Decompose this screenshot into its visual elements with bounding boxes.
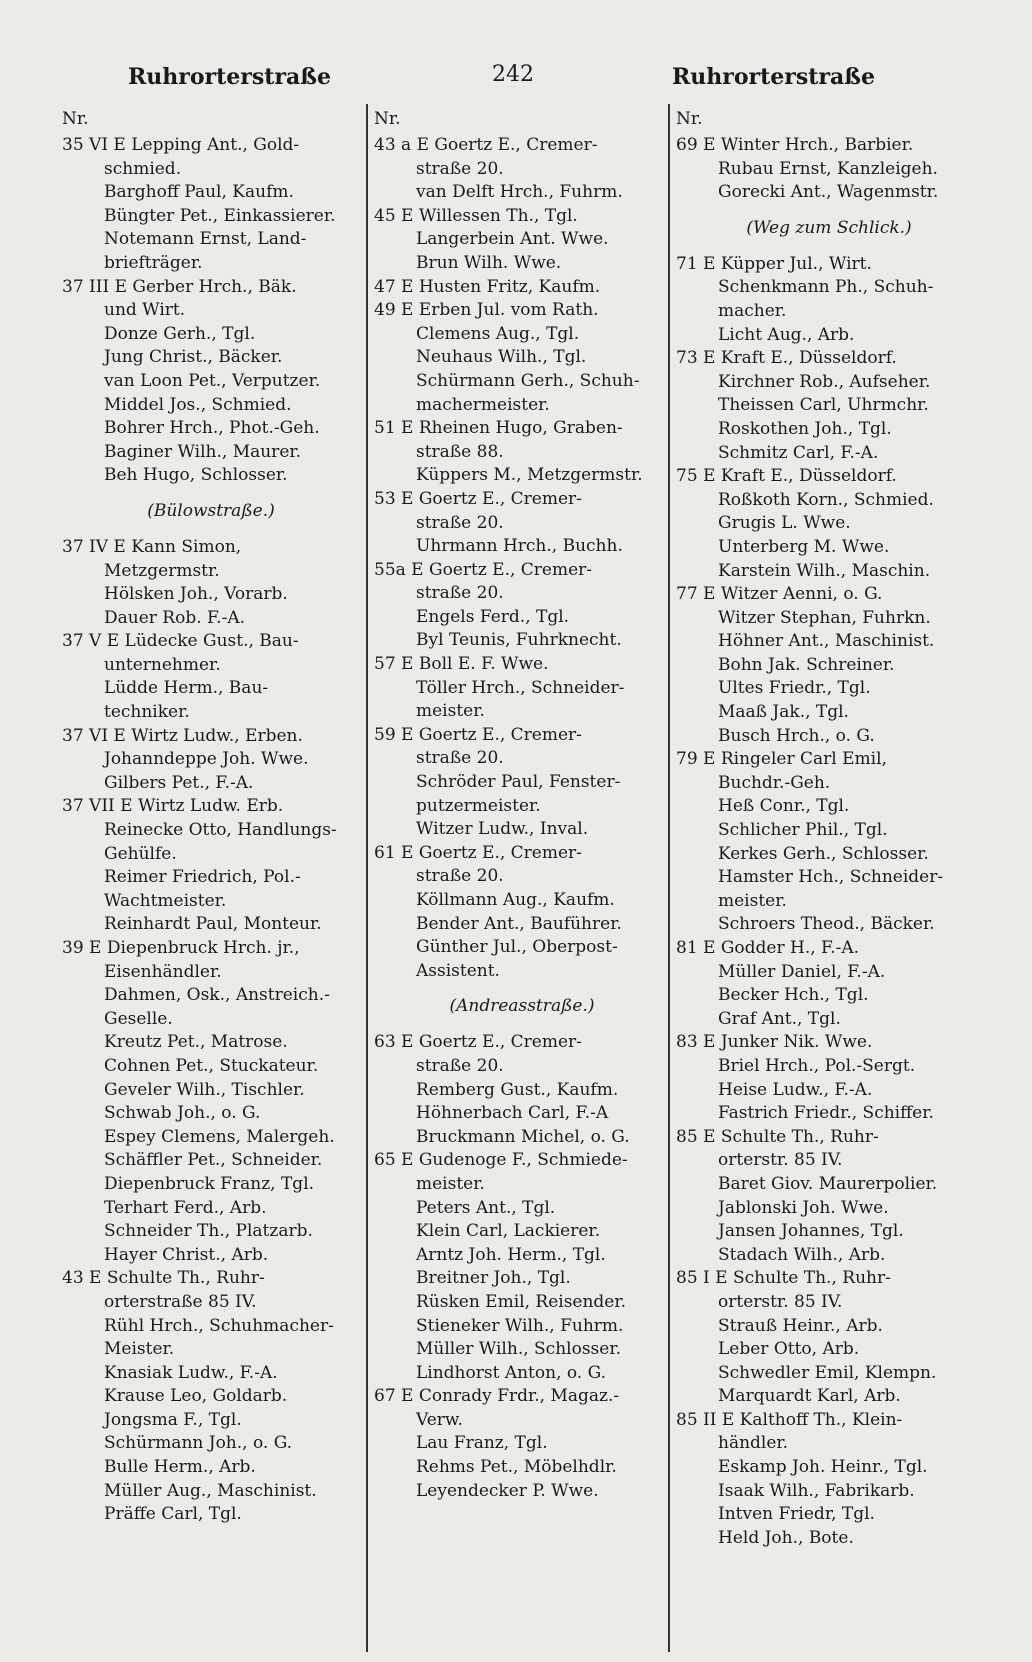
directory-entry: Schmitz Carl, F.-A.: [718, 442, 879, 463]
directory-entry: Gilbers Pet., F.-A.: [104, 772, 254, 793]
street-crossing-label: (Weg zum Schlick.): [746, 217, 912, 238]
directory-entry: Hayer Christ., Arb.: [104, 1244, 269, 1265]
directory-entry: Heß Conr., Tgl.: [718, 796, 850, 817]
directory-entry: Baret Giov. Maurerpolier.: [718, 1173, 938, 1194]
directory-entry: Köllmann Aug., Kaufm.: [416, 890, 615, 910]
directory-entry: straße 88.: [416, 441, 504, 462]
directory-entry: Bulle Herm., Arb.: [104, 1457, 256, 1478]
running-title-left: Ruhrorterstraße: [128, 64, 331, 90]
directory-entry: Karstein Wilh., Maschin.: [718, 560, 931, 581]
directory-entry: 39 E Diepenbruck Hrch. jr.,: [62, 938, 300, 958]
directory-entry: Schroers Theod., Bäcker.: [718, 914, 935, 935]
directory-entry: Barghoff Paul, Kaufm.: [104, 182, 294, 203]
directory-entry: Isaak Wilh., Fabrikarb.: [718, 1480, 915, 1501]
directory-entry: 73 E Kraft E., Düsseldorf.: [676, 348, 897, 369]
directory-entry: Küppers M., Metzgermstr.: [416, 465, 643, 486]
directory-entry: Rubau Ernst, Kanzleigeh.: [718, 158, 938, 179]
directory-entry: techniker.: [104, 702, 190, 723]
directory-entry: putzermeister.: [416, 795, 541, 816]
directory-entry: Breitner Joh., Tgl.: [416, 1268, 571, 1289]
directory-entry: 49 E Erben Jul. vom Rath.: [374, 300, 599, 321]
entry-list: [374, 134, 670, 1503]
directory-entry: Ultes Friedr., Tgl.: [718, 678, 871, 699]
directory-entry: 85 I E Schulte Th., Ruhr-: [676, 1268, 891, 1289]
directory-entry: orterstr. 85 IV.: [718, 1150, 843, 1171]
directory-entry: 43 E Schulte Th., Ruhr-: [62, 1268, 265, 1289]
directory-entry: Middel Jos., Schmied.: [104, 394, 292, 415]
directory-entry: Baginer Wilh., Maurer.: [104, 441, 302, 462]
directory-entry: van Loon Pet., Verputzer.: [104, 370, 321, 391]
directory-entry: macher.: [718, 300, 787, 321]
directory-entry: Terhart Ferd., Arb.: [104, 1197, 267, 1218]
directory-entry: Uhrmann Hrch., Buchh.: [416, 536, 623, 557]
directory-entry: Bohn Jak. Schreiner.: [718, 654, 895, 675]
column-label: Nr.: [676, 109, 703, 129]
directory-entry: Schwab Joh., o. G.: [104, 1103, 261, 1124]
directory-entry: 81 E Godder H., F.-A.: [676, 938, 860, 958]
directory-entry: Reinhardt Paul, Monteur.: [104, 914, 322, 935]
directory-entry: Schenkmann Ph., Schuh-: [718, 277, 934, 298]
directory-entry: 61 E Goertz E., Cremer-: [374, 842, 582, 863]
directory-entry: Strauß Heinr., Arb.: [718, 1315, 883, 1336]
directory-entry: Schwedler Emil, Klempn.: [718, 1362, 937, 1383]
directory-entry: Witzer Ludw., Inval.: [416, 819, 589, 840]
directory-entry: Neuhaus Wilh., Tgl.: [416, 347, 587, 368]
directory-entry: orterstr. 85 IV.: [718, 1291, 843, 1312]
directory-entry: 45 E Willessen Th., Tgl.: [374, 205, 578, 226]
directory-entry: Dauer Rob. F.-A.: [104, 607, 246, 628]
directory-entry: Gorecki Ant., Wagenmstr.: [718, 182, 939, 203]
directory-entry: 37 V E Lüdecke Gust., Bau-: [62, 631, 299, 652]
directory-entry: Langerbein Ant. Wwe.: [416, 229, 609, 250]
directory-entry: Dahmen, Osk., Anstreich.-: [104, 985, 330, 1006]
directory-entry: schmied.: [104, 158, 182, 179]
directory-entry: straße 20.: [416, 866, 504, 887]
directory-entry: straße 20.: [416, 583, 504, 604]
directory-entry: 55a E Goertz E., Cremer-: [374, 559, 593, 580]
directory-entry: Eskamp Joh. Heinr., Tgl.: [718, 1457, 928, 1478]
directory-entry: straße 20.: [416, 158, 504, 179]
column-1: [62, 104, 360, 1652]
directory-entry: 59 E Goertz E., Cremer-: [374, 724, 582, 745]
directory-entry: 37 IV E Kann Simon,: [62, 536, 242, 557]
directory-entry: 79 E Ringeler Carl Emil,: [676, 749, 887, 770]
directory-entry: Leyendecker P. Wwe.: [416, 1480, 599, 1501]
directory-entry: meister.: [416, 701, 485, 722]
directory-entry: Unterberg M. Wwe.: [718, 536, 890, 557]
directory-entry: Kreutz Pet., Matrose.: [104, 1032, 288, 1053]
street-crossing-label: (Bülowstraße.): [147, 500, 275, 521]
directory-entry: 57 E Boll E. F. Wwe.: [374, 654, 549, 675]
directory-entry: Donze Gerh., Tgl.: [104, 323, 256, 344]
page-number: 242: [492, 62, 534, 87]
directory-entry: Witzer Stephan, Fuhrkn.: [718, 607, 931, 628]
directory-entry: Jablonski Joh. Wwe.: [718, 1197, 889, 1218]
directory-entry: Buchdr.-Geh.: [718, 772, 831, 793]
directory-entry: Bruckmann Michel, o. G.: [416, 1126, 630, 1147]
directory-entry: Meister.: [104, 1339, 175, 1360]
directory-entry: Bender Ant., Bauführer.: [416, 913, 622, 934]
directory-entry: Roskothen Joh., Tgl.: [718, 418, 892, 439]
directory-entry: straße 20.: [416, 748, 504, 769]
directory-entry: unternehmer.: [104, 654, 221, 675]
entry-list: [676, 134, 982, 1550]
directory-entry: händler.: [718, 1433, 789, 1454]
directory-entry: 67 E Conrady Frdr., Magaz.-: [374, 1386, 620, 1407]
directory-entry: Stadach Wilh., Arb.: [718, 1244, 886, 1265]
directory-entry: Bohrer Hrch., Phot.-Geh.: [104, 418, 320, 439]
directory-entry: Diepenbruck Franz, Tgl.: [104, 1173, 315, 1194]
directory-entry: Kirchner Rob., Aufseher.: [718, 371, 931, 392]
directory-entry: Schäffler Pet., Schneider.: [104, 1150, 323, 1171]
directory-entry: 63 E Goertz E., Cremer-: [374, 1032, 582, 1053]
directory-entry: Hölsken Joh., Vorarb.: [104, 584, 288, 605]
directory-entry: Busch Hrch., o. G.: [718, 725, 875, 746]
directory-entry: Gehülfe.: [104, 843, 177, 864]
directory-entry: Schröder Paul, Fenster-: [416, 772, 621, 793]
directory-entry: 85 E Schulte Th., Ruhr-: [676, 1126, 879, 1147]
directory-entry: Maaß Jak., Tgl.: [718, 702, 849, 723]
directory-entry: Töller Hrch., Schneider-: [416, 677, 625, 698]
directory-entry: Kerkes Gerh., Schlosser.: [718, 843, 929, 864]
directory-entry: 53 E Goertz E., Cremer-: [374, 488, 582, 509]
directory-entry: 35 VI E Lepping Ant., Gold-: [62, 135, 300, 155]
directory-entry: machermeister.: [416, 394, 550, 415]
directory-entry: Intven Friedr, Tgl.: [718, 1504, 875, 1525]
directory-entry: Roßkoth Korn., Schmied.: [718, 489, 934, 510]
directory-entry: 47 E Husten Fritz, Kaufm.: [374, 276, 601, 297]
directory-entry: Clemens Aug., Tgl.: [416, 323, 580, 344]
directory-entry: Schürmann Joh., o. G.: [104, 1433, 293, 1454]
directory-entry: straße 20.: [416, 1055, 504, 1076]
directory-entry: Fastrich Friedr., Schiffer.: [718, 1103, 934, 1124]
directory-entry: Reinecke Otto, Handlungs-: [104, 820, 337, 841]
directory-entry: Verw.: [416, 1409, 463, 1430]
directory-entry: Rehms Pet., Möbelhdlr.: [416, 1457, 617, 1478]
directory-entry: Krause Leo, Goldarb.: [104, 1386, 288, 1407]
directory-entry: Geselle.: [104, 1008, 173, 1029]
directory-entry: Schneider Th., Platzarb.: [104, 1221, 313, 1242]
directory-entry: Assistent.: [416, 960, 500, 981]
directory-entry: 37 III E Gerber Hrch., Bäk.: [62, 276, 297, 297]
directory-entry: Engels Ferd., Tgl.: [416, 606, 570, 627]
directory-entry: Brun Wilh. Wwe.: [416, 252, 562, 273]
directory-entry: Müller Aug., Maschinist.: [104, 1480, 317, 1501]
directory-entry: Geveler Wilh., Tischler.: [104, 1079, 305, 1100]
directory-entry: Reimer Friedrich, Pol.-: [104, 867, 301, 888]
directory-entry: Lau Franz, Tgl.: [416, 1433, 548, 1454]
directory-entry: straße 20.: [416, 512, 504, 533]
directory-entry: 77 E Witzer Aenni, o. G.: [676, 584, 883, 605]
directory-entry: Beh Hugo, Schlosser.: [104, 465, 288, 486]
directory-entry: Eisenhändler.: [104, 961, 222, 982]
directory-entry: Briel Hrch., Pol.-Sergt.: [718, 1055, 916, 1076]
directory-entry: Jung Christ., Bäcker.: [104, 347, 283, 368]
directory-entry: Johanndeppe Joh. Wwe.: [104, 749, 309, 770]
directory-entry: Arntz Joh. Herm., Tgl.: [416, 1244, 606, 1265]
directory-entry: Marquardt Karl, Arb.: [718, 1386, 901, 1407]
column-2: [366, 104, 670, 1652]
directory-entry: Becker Hch., Tgl.: [718, 985, 869, 1006]
directory-entry: 83 E Junker Nik. Wwe.: [676, 1032, 873, 1053]
directory-entry: Espey Clemens, Malergeh.: [104, 1126, 335, 1147]
directory-entry: Schlicher Phil., Tgl.: [718, 820, 888, 841]
directory-entry: Müller Wilh., Schlosser.: [416, 1339, 621, 1360]
directory-entry: Theissen Carl, Uhrmchr.: [718, 395, 929, 416]
directory-entry: Präffe Carl, Tgl.: [104, 1504, 242, 1525]
directory-entry: Rühl Hrch., Schuhmacher-: [104, 1315, 334, 1336]
directory-entry: Jansen Johannes, Tgl.: [718, 1221, 904, 1242]
column-3: [668, 104, 982, 1652]
directory-entry: 43 a E Goertz E., Cremer-: [374, 135, 598, 155]
directory-entry: Licht Aug., Arb.: [718, 324, 855, 345]
directory-entry: Wachtmeister.: [104, 890, 227, 911]
directory-entry: Schürmann Gerh., Schuh-: [416, 370, 640, 391]
entry-list: [62, 134, 360, 1527]
directory-entry: 51 E Rheinen Hugo, Graben-: [374, 418, 623, 439]
directory-entry: 65 E Gudenoge F., Schmiede-: [374, 1150, 628, 1171]
directory-entry: Höhner Ant., Maschinist.: [718, 631, 935, 652]
directory-entry: Jongsma F., Tgl.: [104, 1409, 242, 1430]
directory-entry: 37 VII E Wirtz Ludw. Erb.: [62, 796, 284, 817]
directory-entry: 85 II E Kalthoff Th., Klein-: [676, 1409, 903, 1430]
running-title-right: Ruhrorterstraße: [672, 64, 875, 90]
directory-entry: orterstraße 85 IV.: [104, 1291, 257, 1312]
directory-entry: Cohnen Pet., Stuckateur.: [104, 1055, 319, 1076]
directory-entry: Rüsken Emil, Reisender.: [416, 1291, 627, 1312]
directory-entry: Müller Daniel, F.-A.: [718, 961, 886, 982]
directory-entry: Lüdde Herm., Bau-: [104, 678, 269, 699]
directory-entry: und Wirt.: [104, 300, 186, 321]
directory-entry: Remberg Gust., Kaufm.: [416, 1079, 619, 1100]
directory-entry: Klein Carl, Lackierer.: [416, 1221, 601, 1242]
directory-entry: Stieneker Wilh., Fuhrm.: [416, 1315, 624, 1336]
directory-entry: 71 E Küpper Jul., Wirt.: [676, 253, 872, 274]
column-label: Nr.: [374, 109, 401, 129]
directory-entry: Knasiak Ludw., F.-A.: [104, 1362, 278, 1383]
directory-entry: Held Joh., Bote.: [718, 1527, 854, 1548]
directory-entry: Metzgermstr.: [104, 560, 220, 581]
directory-entry: meister.: [416, 1173, 485, 1194]
directory-entry: Büngter Pet., Einkassierer.: [104, 205, 336, 226]
directory-entry: Byl Teunis, Fuhrknecht.: [416, 630, 622, 651]
directory-entry: Heise Ludw., F.-A.: [718, 1079, 873, 1100]
directory-entry: Lindhorst Anton, o. G.: [416, 1362, 606, 1383]
directory-entry: Hamster Hch., Schneider-: [718, 867, 944, 888]
directory-entry: Höhnerbach Carl, F.-A: [416, 1103, 609, 1124]
column-label: Nr.: [62, 109, 89, 129]
directory-entry: 69 E Winter Hrch., Barbier.: [676, 135, 914, 155]
directory-entry: van Delft Hrch., Fuhrm.: [416, 182, 623, 203]
directory-entry: briefträger.: [104, 252, 203, 273]
directory-entry: meister.: [718, 890, 787, 911]
directory-entry: Grugis L. Wwe.: [718, 513, 851, 534]
directory-entry: Graf Ant., Tgl.: [718, 1008, 841, 1029]
directory-entry: Günther Jul., Oberpost-: [416, 937, 618, 958]
page-header: [0, 58, 1032, 98]
directory-entry: Notemann Ernst, Land-: [104, 229, 307, 250]
street-crossing-label: (Andreasstraße.): [449, 996, 595, 1017]
directory-entry: Peters Ant., Tgl.: [416, 1197, 556, 1218]
directory-entry: 75 E Kraft E., Düsseldorf.: [676, 466, 897, 487]
directory-entry: 37 VI E Wirtz Ludw., Erben.: [62, 725, 303, 746]
directory-entry: Leber Otto, Arb.: [718, 1339, 860, 1360]
